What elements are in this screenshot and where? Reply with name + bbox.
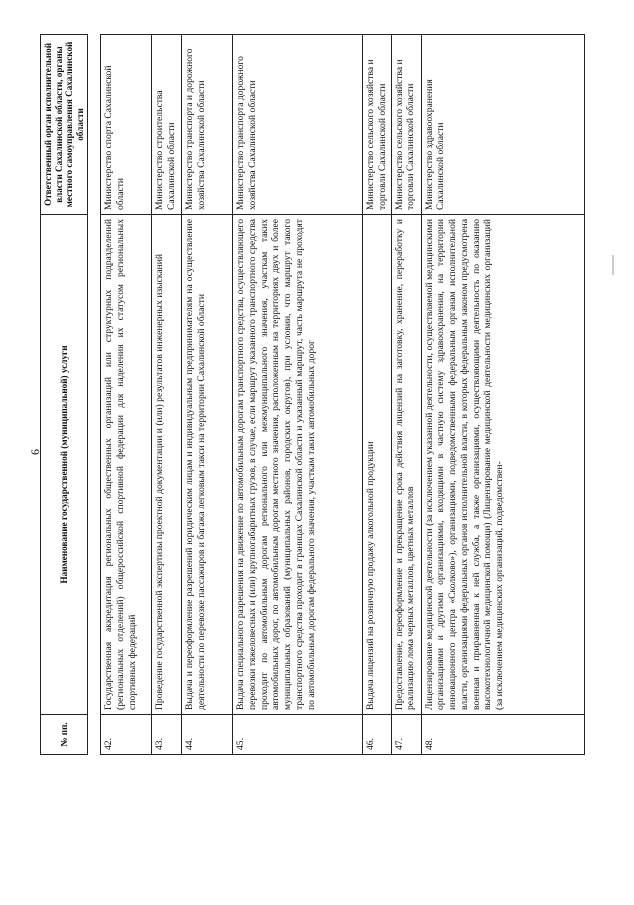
row-service: Предоставление, переоформление и прекращение срока действия лицензий на заготовку, хранение, переработку и реализацию лома черных металлов, цветных металлов xyxy=(391,215,421,715)
services-table xyxy=(40,34,585,755)
header-authority: Ответственный орган исполнительной власти Сахалинской области, органы местного самоуправления Сахалинской области xyxy=(41,35,88,215)
row-number: 43. xyxy=(152,715,182,755)
row-number: 42. xyxy=(101,715,152,755)
row-authority: Министерство строительства Сахалинской области xyxy=(152,35,182,215)
row-number: 48. xyxy=(421,715,584,755)
table-row xyxy=(363,35,391,755)
row-authority: Министерство транспорта дорожного хозяйства Сахалинской области xyxy=(233,35,363,215)
row-service: Проведение государственной экспертизы проектной документации и (или) результатов инженерных изысканий xyxy=(152,215,182,715)
header-number: № пп. xyxy=(41,715,88,755)
table-row xyxy=(421,35,584,755)
row-service: Выдача специального разрешения на движение по автомобильным дорогам транспортного средства, осуществляющего перевозки тяжеловесных и (или) крупногабаритных грузов, в случае, если маршрут указанного транспортного средства проходит по автомобильным дорогам регионального или межмуниципального значения, участкам таких автомобильных дорог, по автомобильным дорогам местного значения, расположенным на территориях двух и более муниципальных образований (муниципальных районов, городских округов), при условии, что маршрут такого транспортного средства проходит в границах Сахалинской области и указанный маршрут, часть маршрута не проходят по автомобильным дорогам федерального значения, участкам таких автомобильных дорог xyxy=(233,215,363,715)
row-authority: Министерство сельского хозяйства и торговли Сахалинской области xyxy=(363,35,391,215)
table-header-row xyxy=(41,35,88,755)
row-service: Государственная аккредитация региональных общественных организаций или структурных подразделений (региональных отделений) общероссийской спортивной федерации для наделения их статусом региональных спортивных федераций xyxy=(101,215,152,715)
row-authority: Министерство спорта Сахалинской области xyxy=(101,35,152,215)
table-row xyxy=(391,35,421,755)
row-number: 47. xyxy=(391,715,421,755)
row-authority: Министерство транспорта и дорожного хозяйства Сахалинской области xyxy=(182,35,233,215)
row-authority: Министерство сельского хозяйства и торговли Сахалинской области xyxy=(391,35,421,215)
row-number: 44. xyxy=(182,715,233,755)
row-number: 46. xyxy=(363,715,391,755)
page-number: 6 xyxy=(28,449,42,455)
table-spacer-row xyxy=(88,35,101,755)
scan-artifact xyxy=(612,255,614,275)
table-row xyxy=(233,35,363,755)
table-row xyxy=(152,35,182,755)
row-authority: Министерство здравоохранения Сахалинской области xyxy=(421,35,584,215)
table-row xyxy=(182,35,233,755)
row-service: Лицензирование медицинской деятельности (за исключением указанной деятельности, осуществляемой медицинскими организациями и другими организациями, входящими в частную систему здравоохранения, на территории инновационного центра «Сколково»), организациями, подведомственными федеральным органам исполнительной власти, организациями федеральных органов исполнительной власти, в которых федеральным законом предусмотрена военная и приравненная к ней служба, а также организациями, осуществляющими деятельность по оказанию высокотехнологичной медицинской помощи) (Лицензирование медицинской деятельности медицинских организаций (за исключением медицинских организаций, подведомствен- xyxy=(421,215,584,715)
row-service: Выдача и переоформление разрешений юридическим лицам и индивидуальным предпринимателям на осуществление деятельности по перевозке пассажиров и багажа легковым такси на территории Сахалинской области xyxy=(182,215,233,715)
row-service: Выдача лицензий на розничную продажу алкогольной продукции xyxy=(363,215,391,715)
header-service: Наименование государственной (муниципальной) услуги xyxy=(41,215,88,715)
row-number: 45. xyxy=(233,715,363,755)
table-row xyxy=(101,35,152,755)
